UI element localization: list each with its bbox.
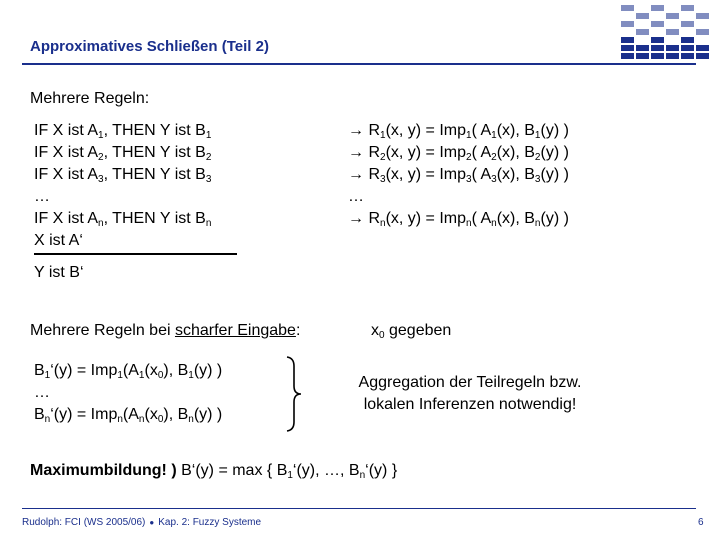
logo-cell: [651, 21, 664, 27]
logo-cell: [666, 29, 679, 35]
sharp-input-underlined: scharfer Eingabe: [174, 322, 296, 339]
sr-t: (x: [144, 406, 158, 423]
logo-cell: [696, 13, 709, 19]
logo-cell: [621, 53, 634, 59]
sharp-rule-row: [34, 360, 222, 382]
sharp-rules-list: [34, 360, 222, 426]
rel-t: (x), B: [496, 144, 535, 161]
rel-arrow: → R: [348, 166, 380, 183]
logo-cell: [636, 53, 649, 59]
footer-separator: ●: [149, 518, 155, 527]
rule-row: [34, 164, 211, 186]
rule-sub-a: 1: [98, 130, 104, 141]
sr-sub: 0: [157, 414, 164, 425]
sr-sub: 1: [138, 370, 145, 381]
maximum-formula-b: ‘(y), …, B: [292, 462, 360, 479]
given-sub: 0: [379, 330, 385, 341]
logo-cell: [636, 29, 649, 35]
given-var: x: [371, 322, 379, 339]
footer-divider: [22, 508, 696, 509]
rule-sub-b: 3: [205, 174, 212, 185]
logo-cell: [681, 37, 694, 43]
rel-t: (y) ): [540, 144, 569, 161]
logo-cell: [681, 5, 694, 11]
rel-arrow: → R: [348, 144, 380, 161]
relation-row: [348, 142, 569, 164]
logo-cell: [651, 5, 664, 11]
rel-t: ( A: [471, 122, 492, 139]
rel-t: ( A: [471, 144, 492, 161]
logo-cell: [636, 13, 649, 19]
rule-text-b: , THEN Y ist B: [103, 122, 206, 139]
rel-sub: 1: [380, 130, 386, 141]
logo-cell: [621, 37, 634, 43]
inference-line: [34, 253, 237, 255]
relations-list: [348, 120, 569, 230]
rel-sub: 1: [466, 130, 472, 141]
logo-cell: [681, 53, 694, 59]
rule-text-a: IF X ist A: [34, 144, 99, 161]
footer-info: [22, 517, 261, 528]
rule-text-a: IF X ist A: [34, 122, 99, 139]
rel-t: ( A: [471, 166, 492, 183]
rel-t: (x), B: [496, 122, 535, 139]
sr-t: (A: [122, 406, 139, 423]
rel-sub: 2: [466, 152, 472, 163]
logo-cell: [696, 29, 709, 35]
rel-arrow: → R: [348, 122, 380, 139]
slide-title: Approximatives Schließen (Teil 2): [30, 38, 269, 55]
sr-t: ‘(y) = Imp: [50, 362, 118, 379]
rel-t: (y) ): [540, 166, 569, 183]
rel-t: (x, y) = Imp: [385, 144, 467, 161]
rel-t: (x, y) = Imp: [385, 166, 467, 183]
rule-sub-a: n: [98, 218, 104, 229]
logo-cell: [696, 45, 709, 51]
footer-chapter: Kap. 2: Fuzzy Systeme: [158, 517, 262, 528]
rule-sub-b: n: [205, 218, 212, 229]
rel-t: (y) ): [540, 210, 569, 227]
sr-t: (x: [144, 362, 158, 379]
rule-text-b: , THEN Y ist B: [103, 144, 206, 161]
relation-row: [348, 208, 569, 230]
rule-sub-a: 3: [98, 174, 104, 185]
rule-text-b: , THEN Y ist B: [103, 166, 206, 183]
logo-cell: [621, 5, 634, 11]
premise: X ist A‘: [34, 232, 83, 249]
rule-row: [34, 120, 211, 142]
sr-t: B: [34, 362, 45, 379]
logo-cell: [681, 45, 694, 51]
rel-sub: 3: [491, 174, 497, 185]
conclusion: Y ist B‘: [34, 264, 84, 281]
rel-t: ( A: [471, 210, 492, 227]
rel-sub: 3: [534, 174, 541, 185]
rel-sub: 1: [491, 130, 497, 141]
sr-sub: 1: [44, 370, 51, 381]
rule-row: [34, 208, 211, 230]
aggregation-note-line-2: lokalen Inferenzen notwendig!: [363, 396, 577, 413]
rule-text-a: IF X ist A: [34, 210, 99, 227]
rule-sub-b: 1: [205, 130, 212, 141]
logo-cell: [696, 53, 709, 59]
sharp-input-label: Mehrere Regeln bei: [30, 322, 175, 339]
relation-row: [348, 164, 569, 186]
rel-sub: n: [491, 218, 497, 229]
logo-cell: [621, 45, 634, 51]
sr-sub: n: [138, 414, 145, 425]
rel-sub: 2: [380, 152, 386, 163]
sr-t: (y) ): [193, 406, 223, 423]
rel-t: (x, y) = Imp: [385, 122, 467, 139]
sr-sub: 1: [117, 370, 123, 381]
rules-heading: Mehrere Regeln:: [30, 90, 150, 107]
sr-t: (A: [122, 362, 139, 379]
given-input: [371, 320, 451, 342]
rule-text-a: …: [34, 188, 50, 205]
logo-cell: [666, 53, 679, 59]
maximum-line: [30, 460, 397, 482]
rule-row: [34, 142, 211, 164]
maximum-sub-n: n: [359, 470, 366, 481]
maximum-label: Maximumbildung! ): [30, 462, 177, 479]
maximum-formula-c: ‘(y) }: [365, 462, 398, 479]
rel-t: (x, y) = Imp: [385, 210, 467, 227]
footer-course: Rudolph: FCI (WS 2005/06): [22, 517, 146, 528]
logo-cell: [666, 13, 679, 19]
aggregation-note: [330, 372, 610, 416]
relation-row: [348, 120, 569, 142]
sr-sub: n: [188, 414, 194, 425]
sr-t: ), B: [163, 362, 189, 379]
sharp-ellipsis: …: [34, 384, 50, 401]
title-divider: [22, 63, 696, 65]
rel-sub: 3: [466, 174, 472, 185]
rule-row: [34, 186, 211, 208]
right-brace-icon: [284, 356, 304, 437]
sr-sub: 1: [188, 370, 194, 381]
rel-sub: n: [466, 218, 472, 229]
logo-cell: [666, 45, 679, 51]
rule-sub-b: 2: [205, 152, 212, 163]
sr-sub: n: [117, 414, 123, 425]
rel-sub: 2: [491, 152, 497, 163]
rel-sub: 3: [380, 174, 386, 185]
university-logo: [620, 4, 712, 67]
sr-sub: 0: [157, 370, 164, 381]
rel-sub: 1: [534, 130, 541, 141]
rule-text-a: IF X ist A: [34, 166, 99, 183]
rel-sub: n: [380, 218, 386, 229]
rule-text-b: , THEN Y ist B: [103, 210, 206, 227]
sr-t: ‘(y) = Imp: [50, 406, 118, 423]
relation-ellipsis: …: [348, 188, 364, 205]
logo-cell: [651, 37, 664, 43]
logo-cell: [651, 45, 664, 51]
sharp-input-colon: :: [295, 322, 301, 339]
rules-list: [34, 120, 211, 230]
sr-t: ), B: [163, 406, 189, 423]
rule-sub-a: 2: [98, 152, 104, 163]
rel-t: (y) ): [540, 122, 569, 139]
sr-sub: n: [44, 414, 51, 425]
maximum-sub-1: 1: [287, 470, 293, 481]
page-number: 6: [698, 517, 704, 528]
given-text: gegeben: [384, 322, 452, 339]
rel-arrow: → R: [348, 210, 380, 227]
sr-t: (y) ): [193, 362, 223, 379]
sr-t: B: [34, 406, 45, 423]
sharp-input-heading: [30, 320, 300, 342]
logo-cell: [651, 53, 664, 59]
rel-sub: n: [534, 218, 541, 229]
rel-t: (x), B: [496, 210, 535, 227]
rel-t: (x), B: [496, 166, 535, 183]
logo-cell: [621, 21, 634, 27]
sharp-rule-row: [34, 404, 222, 426]
rel-sub: 2: [534, 152, 541, 163]
logo-cell: [636, 45, 649, 51]
maximum-formula-a: B‘(y) = max { B: [181, 462, 288, 479]
logo-cell: [681, 21, 694, 27]
aggregation-note-line-1: Aggregation der Teilregeln bzw.: [358, 374, 582, 391]
